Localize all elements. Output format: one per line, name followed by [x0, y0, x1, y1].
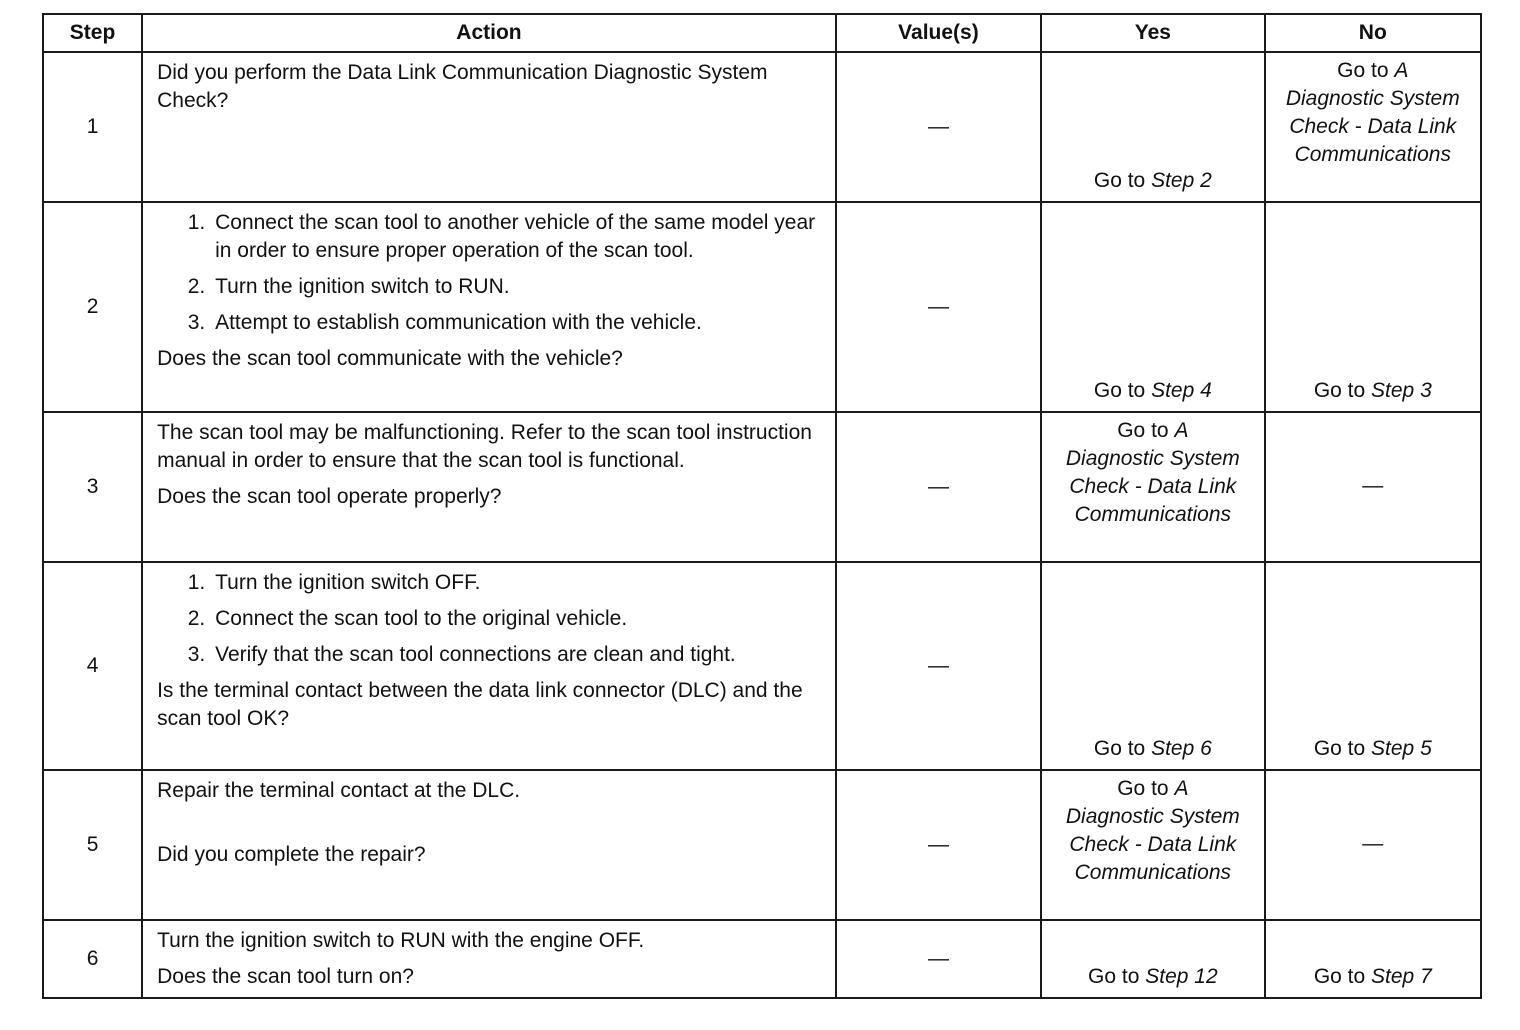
action-question: Does the scan tool turn on?	[157, 965, 414, 988]
diagnostic-table	[42, 13, 1482, 999]
action-text: Did you perform the Data Link Communication Diagnostic System Check?	[157, 61, 768, 112]
no-cell	[1265, 52, 1481, 202]
value-cell: —	[836, 202, 1041, 412]
yes-cell	[1041, 920, 1264, 998]
a-reference: A	[1174, 777, 1189, 800]
step-number: 6	[43, 920, 142, 998]
step-number: 5	[43, 770, 142, 920]
action-question: Is the terminal contact between the data link connector (DLC) and the scan tool OK?	[157, 679, 803, 730]
action-cell	[142, 920, 836, 998]
action-list	[157, 209, 823, 337]
action-question: Does the scan tool operate properly?	[157, 485, 502, 508]
go-to-text: Go to	[1088, 965, 1140, 988]
step-number: 2	[43, 202, 142, 412]
action-list-item: 3. Attempt to establish communication with the vehicle.	[211, 309, 823, 337]
action-cell	[142, 202, 836, 412]
go-to-text: Go to	[1313, 737, 1366, 760]
yes-cell	[1041, 52, 1264, 202]
action-cell	[142, 562, 836, 770]
action-list-item: 2. Connect the scan tool to the original vehicle.	[211, 605, 823, 633]
action-text: The scan tool may be malfunctioning. Refer to the scan tool instruction manual in order to ensure that the scan tool is functional.	[157, 421, 812, 472]
step-link: Step 6	[1151, 737, 1212, 760]
no-cell	[1265, 562, 1481, 770]
action-list-item: 1. Turn the ignition switch OFF.	[211, 569, 823, 597]
step-number: 1	[43, 52, 142, 202]
table-row	[43, 412, 1481, 562]
no-cell: —	[1265, 770, 1481, 920]
step-link: Step 7	[1371, 965, 1432, 988]
step-number: 4	[43, 562, 142, 770]
a-reference: A	[1174, 419, 1189, 442]
header-yes: Yes	[1041, 14, 1264, 52]
header-row	[43, 14, 1481, 52]
header-action: Action	[142, 14, 836, 52]
go-to-text: Go to	[1313, 379, 1366, 402]
step-number: 3	[43, 412, 142, 562]
no-cell: —	[1265, 412, 1481, 562]
go-to-text: Go to	[1117, 419, 1169, 442]
table-row	[43, 562, 1481, 770]
a-reference: A	[1394, 59, 1409, 82]
value-cell: —	[836, 562, 1041, 770]
action-question: Did you complete the repair?	[157, 843, 426, 866]
yes-cell	[1041, 562, 1264, 770]
yes-cell	[1041, 770, 1264, 920]
action-cell	[142, 412, 836, 562]
no-cell	[1265, 202, 1481, 412]
step-link: Step 2	[1151, 169, 1212, 192]
table-row	[43, 202, 1481, 412]
action-list-item: 1. Connect the scan tool to another vehicle of the same model year in order to ensure proper operation of the scan tool.	[211, 209, 823, 265]
step-link: Step 3	[1371, 379, 1432, 402]
action-text: Turn the ignition switch to RUN with the engine OFF.	[157, 929, 645, 952]
step-link: Step 4	[1151, 379, 1212, 402]
header-no: No	[1265, 14, 1481, 52]
table-row	[43, 770, 1481, 920]
no-cell	[1265, 920, 1481, 998]
value-cell: —	[836, 770, 1041, 920]
go-to-text: Go to	[1093, 737, 1146, 760]
yes-cell	[1041, 202, 1264, 412]
header-values: Value(s)	[836, 14, 1041, 52]
table-row	[43, 920, 1481, 998]
action-question: Does the scan tool communicate with the vehicle?	[157, 347, 623, 370]
action-cell	[142, 52, 836, 202]
yes-cell	[1041, 412, 1264, 562]
table-row	[43, 52, 1481, 202]
go-to-text: Go to	[1093, 379, 1146, 402]
value-cell: —	[836, 52, 1041, 202]
go-to-text: Go to	[1093, 169, 1146, 192]
diagnostic-reference: Diagnostic System Check - Data Link Communications	[1285, 87, 1460, 166]
action-list-item: 2. Turn the ignition switch to RUN.	[211, 273, 823, 301]
go-to-text: Go to	[1337, 59, 1389, 82]
diagnostic-reference: Diagnostic System Check - Data Link Communications	[1065, 805, 1240, 884]
diagnostic-reference: Diagnostic System Check - Data Link Communications	[1065, 447, 1240, 526]
step-link: Step 12	[1145, 965, 1218, 988]
value-cell: —	[836, 920, 1041, 998]
action-cell	[142, 770, 836, 920]
action-list	[157, 569, 823, 669]
go-to-text: Go to	[1313, 965, 1366, 988]
header-step: Step	[43, 14, 142, 52]
value-cell: —	[836, 412, 1041, 562]
step-link: Step 5	[1371, 737, 1432, 760]
action-list-item: 3. Verify that the scan tool connections are clean and tight.	[211, 641, 823, 669]
action-text: Repair the terminal contact at the DLC.	[157, 779, 521, 802]
go-to-text: Go to	[1117, 777, 1169, 800]
